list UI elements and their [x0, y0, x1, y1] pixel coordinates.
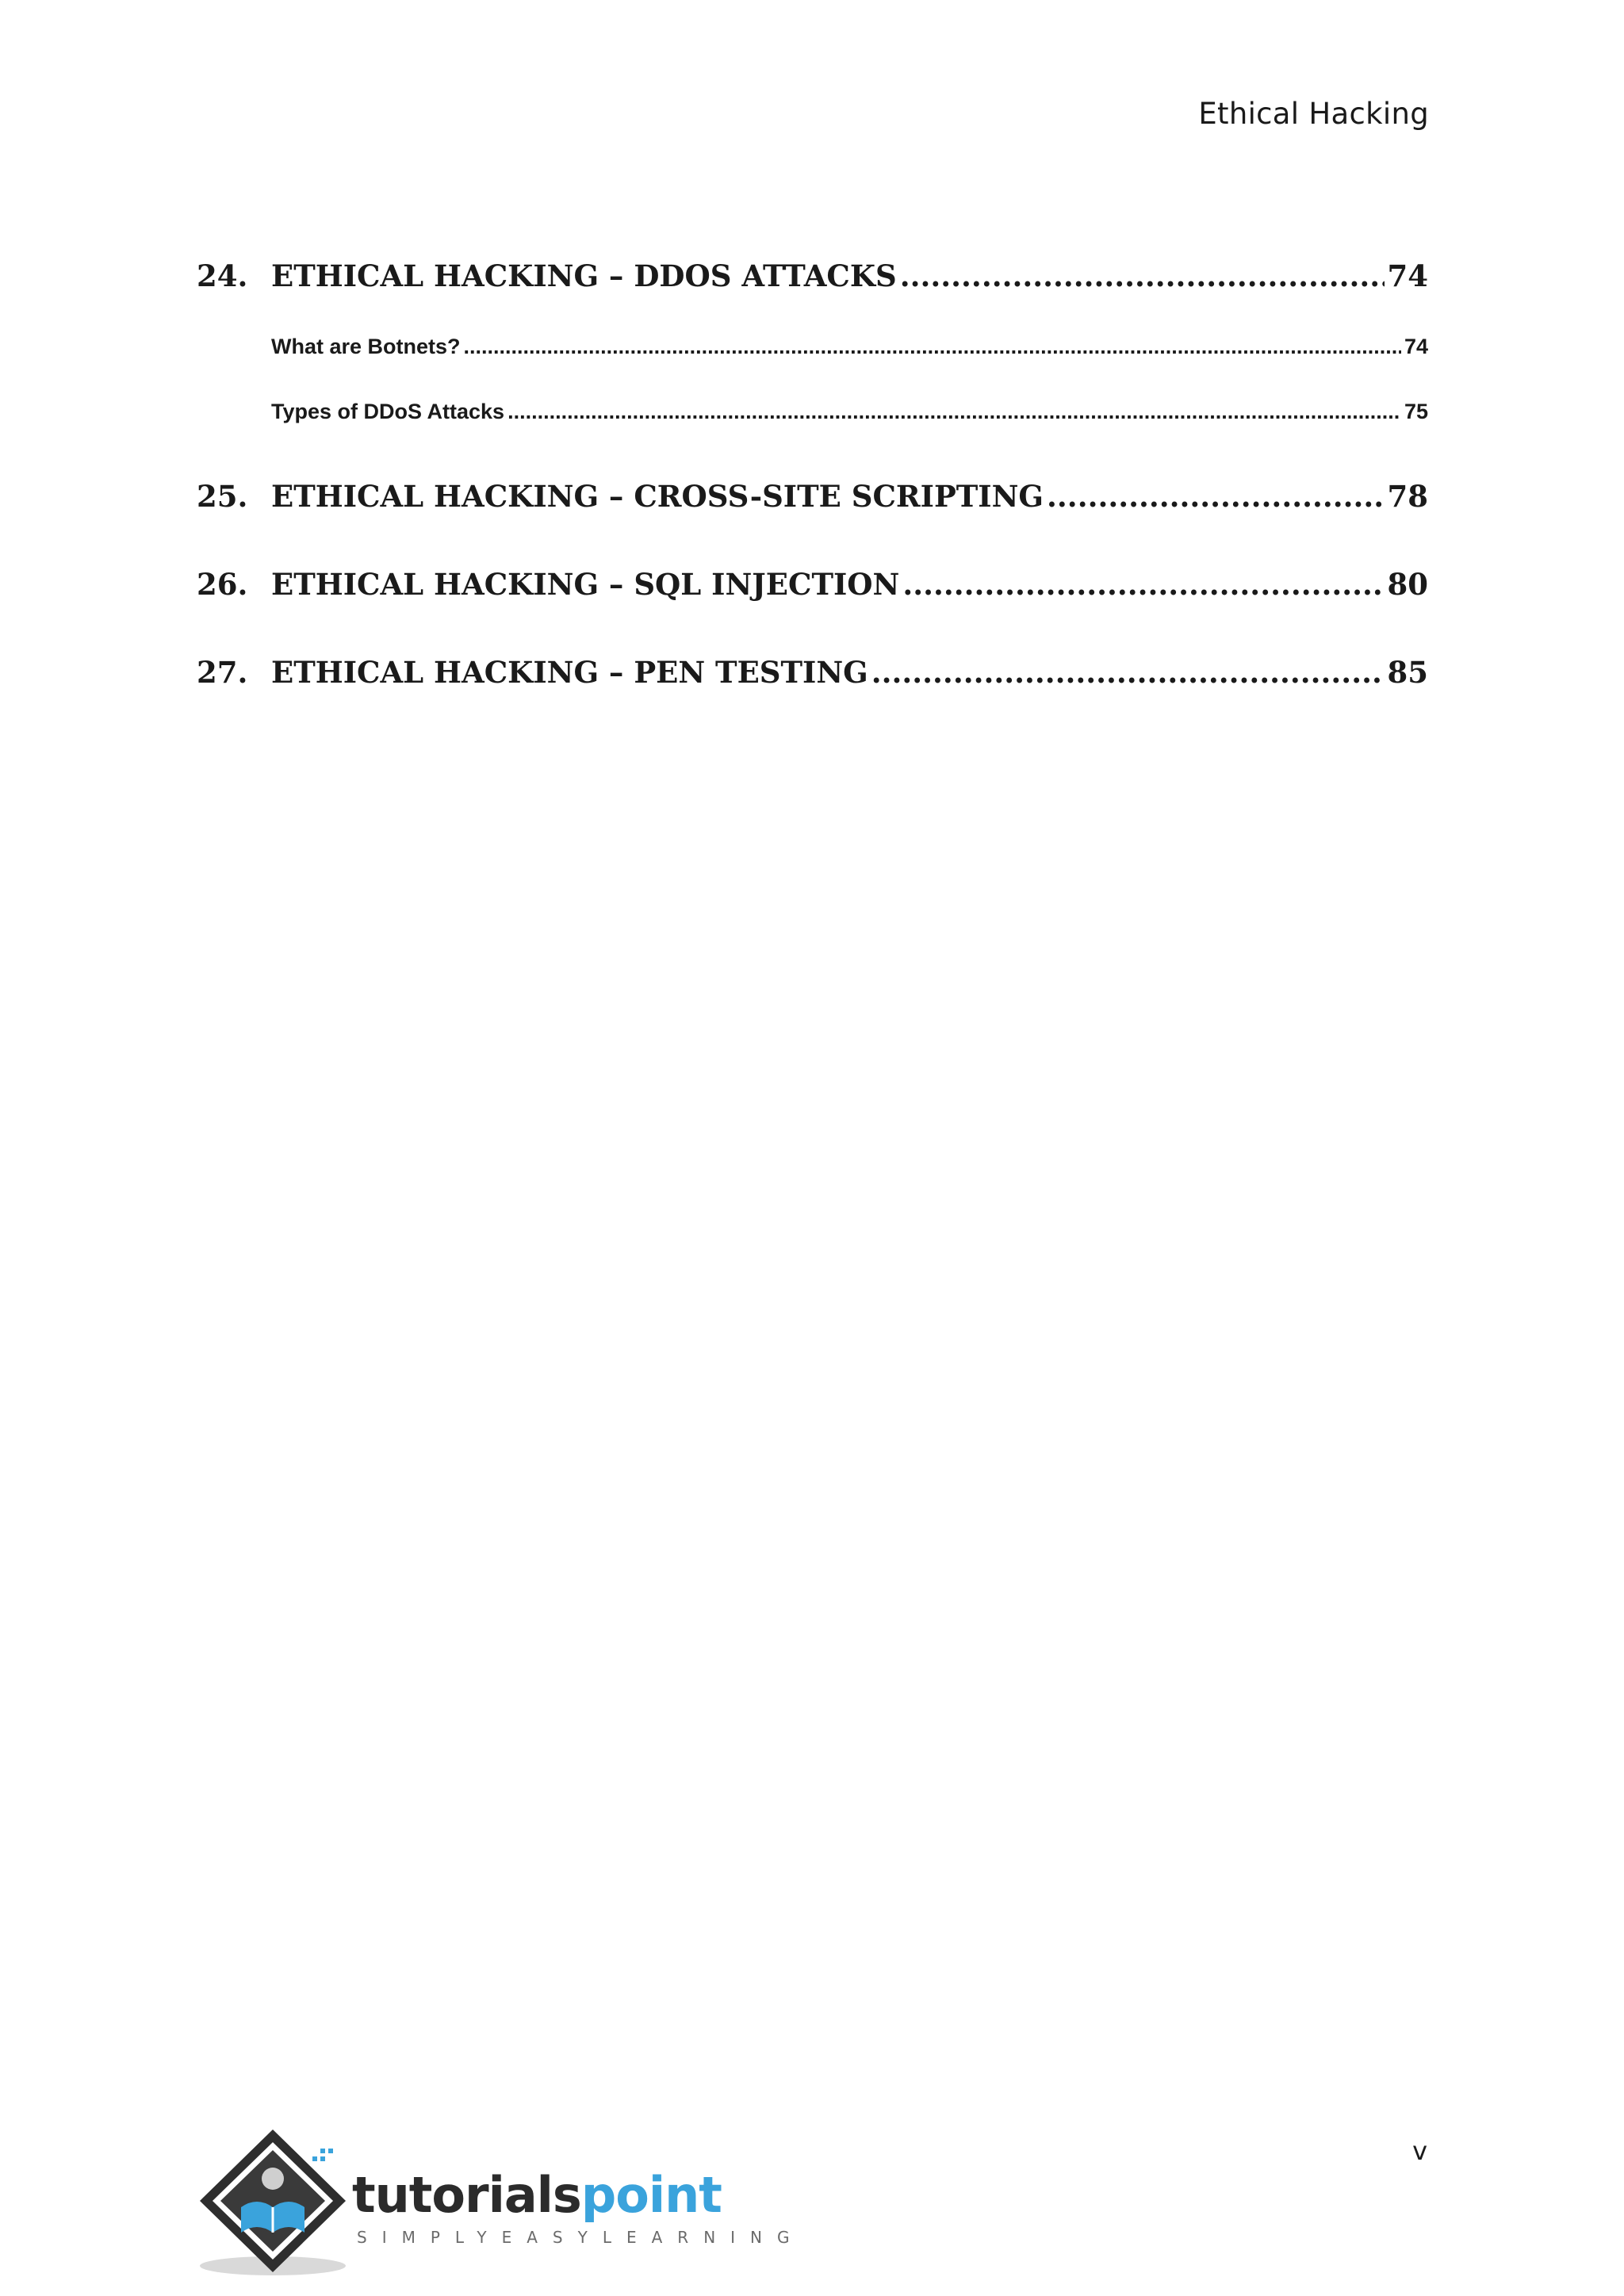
- toc-leader-dots: [1047, 479, 1384, 514]
- logo-wordmark: [352, 2166, 722, 2224]
- toc-section-title: Types of DDoS Attacks: [271, 400, 505, 423]
- toc-chapter-title: ETHICAL HACKING – SQL INJECTION: [271, 567, 900, 602]
- toc-chapter-number: 27.: [197, 655, 248, 690]
- toc-chapter-number: 26.: [197, 567, 248, 602]
- toc-page-number: 78: [1387, 479, 1428, 514]
- running-header: Ethical Hacking: [1198, 97, 1429, 131]
- toc-chapter-number: 25.: [197, 479, 248, 514]
- toc-leader-dots: [902, 567, 1384, 602]
- toc-chapter-number: 24.: [197, 258, 248, 293]
- toc-chapter-title: ETHICAL HACKING – PEN TESTING: [271, 655, 868, 690]
- toc-leader-dots: [871, 655, 1385, 690]
- toc-section-title: What are Botnets?: [271, 335, 461, 358]
- toc-entry-chapter-25[interactable]: [197, 479, 1428, 514]
- toc-leader-dots: [464, 335, 1401, 359]
- toc-entry-chapter-27[interactable]: [197, 655, 1428, 690]
- toc-page-number: 85: [1387, 655, 1428, 690]
- diamond-book-icon: [193, 2125, 352, 2283]
- toc-entry-chapter-24[interactable]: [197, 258, 1428, 293]
- tutorialspoint-logo: [193, 2125, 805, 2283]
- toc-leader-dots: [508, 400, 1401, 424]
- toc-page-number: 74: [1387, 258, 1428, 293]
- toc-leader-dots: [900, 258, 1385, 293]
- page-number: v: [1412, 2136, 1427, 2166]
- logo-word-point: point: [580, 2166, 722, 2224]
- toc-page-number: 74: [1404, 335, 1428, 358]
- toc-chapter-title: ETHICAL HACKING – CROSS-SITE SCRIPTING: [271, 479, 1044, 514]
- toc-page-number: 75: [1404, 400, 1428, 423]
- logo-word-tutorials: tutorials: [352, 2166, 581, 2224]
- toc-entry-section-ddos-types[interactable]: [197, 400, 1428, 424]
- logo-tagline: SIMPLYEASYLEARNING: [357, 2228, 805, 2247]
- toc-entry-section-botnets[interactable]: [197, 335, 1428, 359]
- toc-entry-chapter-26[interactable]: [197, 567, 1428, 602]
- toc-page-number: 80: [1387, 567, 1428, 602]
- toc-chapter-title: ETHICAL HACKING – DDOS ATTACKS: [271, 258, 897, 293]
